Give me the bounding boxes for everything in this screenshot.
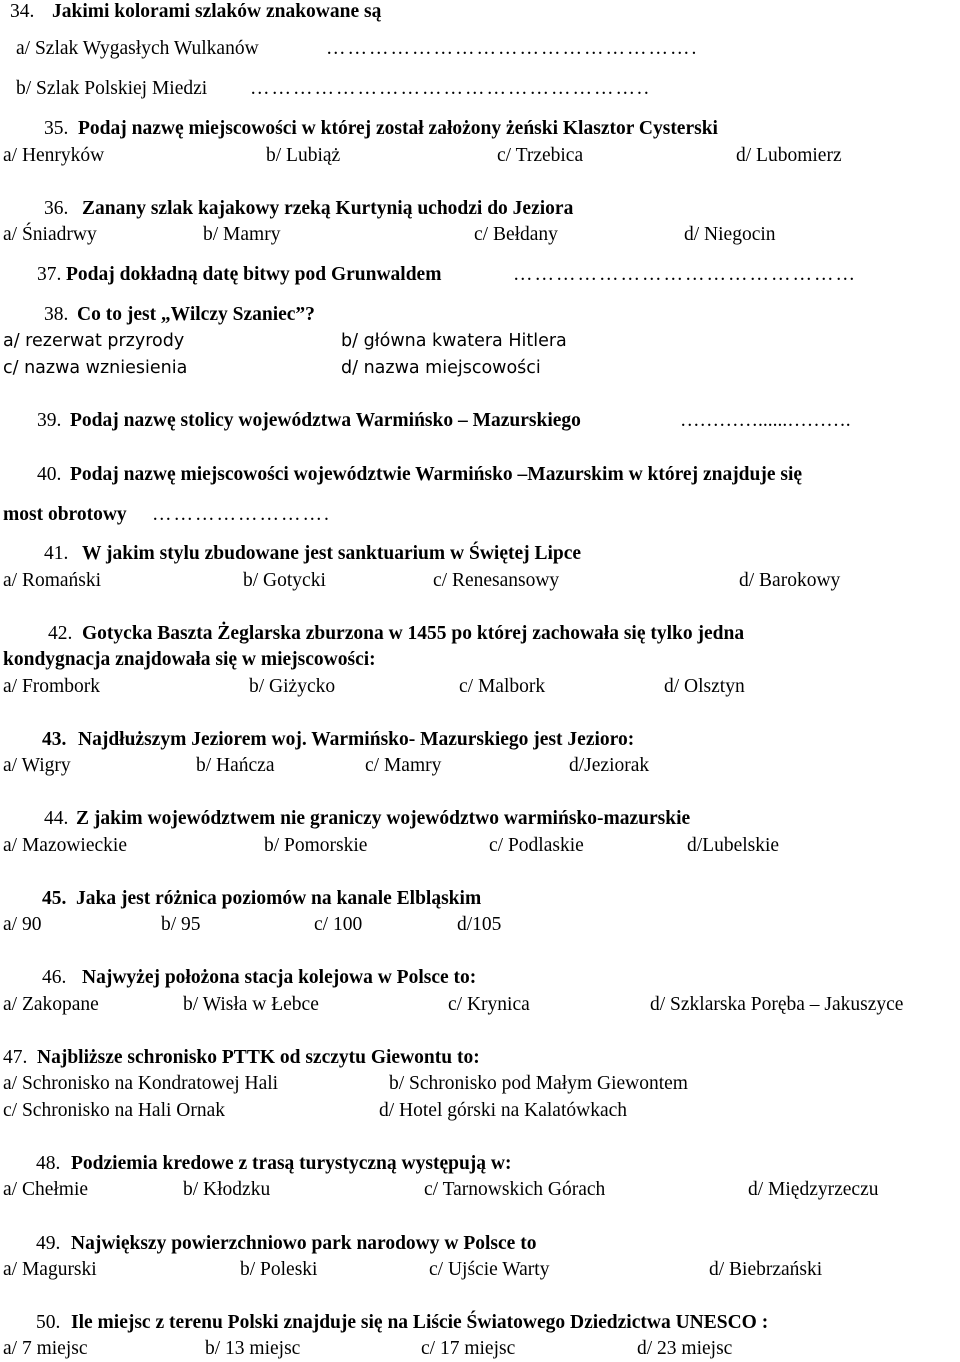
question-34 xyxy=(0,0,960,25)
question-number: 47. xyxy=(3,1047,28,1068)
option-a: a/ Szlak Wygasłych Wulkanów xyxy=(16,38,259,59)
question-text: Podaj nazwę miejscowości województwie Warmińsko –Mazurskim w której znajduje się xyxy=(70,464,803,485)
answer-blank: …………......………. xyxy=(680,410,851,431)
question-40 xyxy=(0,462,960,488)
option-d: d/ Międzyrzeczu xyxy=(748,1179,879,1200)
question-44 xyxy=(0,806,960,832)
option-a: a/ Chełmie xyxy=(3,1179,89,1200)
option-c: c/ Malbork xyxy=(459,676,546,697)
options-row xyxy=(0,1336,960,1362)
options-row xyxy=(0,753,960,779)
option-d: d/ Szklarska Poręba – Jakuszyce xyxy=(650,994,904,1015)
question-number: 39. xyxy=(37,410,62,431)
question-text: Podaj nazwę stolicy województwa Warmińsko – Mazurskiego xyxy=(70,410,581,431)
option-b: b/ Kłodzku xyxy=(183,1179,271,1200)
answer-blank: ……………………. xyxy=(152,504,331,525)
question-text: Jaka jest różnica poziomów na kanale Elbląskim xyxy=(76,888,482,909)
answer-line xyxy=(0,76,960,102)
question-42-cont xyxy=(0,647,960,673)
question-text: Z jakim województwem nie graniczy województwo warmińsko-mazurskie xyxy=(76,808,691,829)
question-41 xyxy=(0,541,960,567)
option-b: b/ Szlak Polskiej Miedzi xyxy=(16,78,208,99)
question-text: kondygnacja znajdowała się w miejscowości: xyxy=(3,649,376,670)
question-number: 36. xyxy=(44,198,69,219)
question-text: Najdłuższym Jeziorem woj. Warmińsko- Mazurskiego jest Jezioro: xyxy=(78,729,635,750)
option-b: b/ główna kwatera Hitlera xyxy=(341,331,567,351)
option-d: d/ Hotel górski na Kalatówkach xyxy=(379,1100,628,1121)
question-48 xyxy=(0,1151,960,1177)
options-row xyxy=(0,833,960,859)
question-text: Podziemia kredowe z trasą turystyczną występują w: xyxy=(71,1153,512,1174)
question-42 xyxy=(0,621,960,647)
question-47 xyxy=(0,1045,960,1071)
question-number: 46. xyxy=(42,967,67,988)
question-35 xyxy=(0,116,960,142)
question-text: Co to jest „Wilczy Szaniec”? xyxy=(77,304,315,325)
option-d: d/Lubelskie xyxy=(687,835,780,856)
question-text: Największy powierzchniowo park narodowy w Polsce to xyxy=(71,1233,537,1254)
option-d: d/ Barokowy xyxy=(739,570,841,591)
question-text: most obrotowy xyxy=(3,504,127,525)
question-text: Najwyżej położona stacja kolejowa w Polsce to: xyxy=(82,967,477,988)
option-d: d/ Olsztyn xyxy=(664,676,745,697)
options-row xyxy=(0,143,960,169)
question-40-cont xyxy=(0,502,960,528)
option-a: a/ Mazowieckie xyxy=(3,835,127,856)
option-b: b/ Lubiąż xyxy=(266,145,341,166)
option-c: c/ Krynica xyxy=(448,994,530,1015)
option-b: b/ Mamry xyxy=(203,224,281,245)
option-b: b/ Pomorskie xyxy=(264,835,368,856)
option-a: a/ 90 xyxy=(3,914,42,935)
question-number: 38. xyxy=(44,304,69,325)
answer-line xyxy=(0,36,960,62)
question-number: 37. xyxy=(37,264,62,285)
question-number: 35. xyxy=(44,118,69,139)
options-row xyxy=(0,222,960,248)
answer-blank: ……………………………………………….. xyxy=(250,78,651,99)
option-d: d/ Biebrzański xyxy=(709,1259,823,1280)
option-b: b/ 13 miejsc xyxy=(205,1338,301,1359)
question-43 xyxy=(0,727,960,753)
question-number: 40. xyxy=(37,464,62,485)
question-number: 41. xyxy=(44,543,69,564)
question-text: Zanany szlak kajakowy rzeką Kurtynią uchodzi do Jeziora xyxy=(82,198,574,219)
option-c: c/ 17 miejsc xyxy=(421,1338,516,1359)
question-number: 49. xyxy=(36,1233,61,1254)
options-row xyxy=(0,674,960,700)
option-a: a/ Śniadrwy xyxy=(3,224,97,245)
options-row xyxy=(0,328,960,354)
option-c: c/ 100 xyxy=(314,914,363,935)
option-d: d/ Niegocin xyxy=(684,224,776,245)
question-text: W jakim stylu zbudowane jest sanktuarium w Świętej Lipce xyxy=(82,543,582,564)
option-a: a/ 7 miejsc xyxy=(3,1338,88,1359)
question-text: Gotycka Baszta Żeglarska zburzona w 1455 po której zachowała się tylko jedna xyxy=(82,623,745,644)
question-text: Podaj nazwę miejscowości w której został założony żeński Klasztor Cysterski xyxy=(78,118,718,139)
options-row xyxy=(0,992,960,1018)
option-d: d/105 xyxy=(457,914,502,935)
options-row xyxy=(0,1177,960,1203)
question-number: 43. xyxy=(42,729,67,750)
option-b: b/ Gotycki xyxy=(243,570,326,591)
option-c: c/ Bełdany xyxy=(474,224,558,245)
options-row xyxy=(0,1098,960,1124)
answer-blank: ……………………………………………. xyxy=(326,38,699,59)
option-a: a/ Romański xyxy=(3,570,102,591)
option-b: b/ Poleski xyxy=(240,1259,318,1280)
options-row xyxy=(0,1257,960,1283)
options-row xyxy=(0,568,960,594)
option-b: b/ Giżycko xyxy=(249,676,336,697)
question-50 xyxy=(0,1310,960,1336)
option-a: a/ Schronisko na Kondratowej Hali xyxy=(3,1073,279,1094)
option-c: c/ Renesansowy xyxy=(433,570,560,591)
option-c: c/ Ujście Warty xyxy=(429,1259,550,1280)
option-d: d/ 23 miejsc xyxy=(637,1338,733,1359)
question-text: Najbliższe schronisko PTTK od szczytu Giewontu to: xyxy=(37,1047,480,1068)
option-d: d/ nazwa miejscowości xyxy=(341,358,541,378)
question-number: 44. xyxy=(44,808,69,829)
question-36 xyxy=(0,196,960,222)
option-c: c/ Podlaskie xyxy=(489,835,584,856)
option-d: d/Jeziorak xyxy=(569,755,650,776)
question-text: Jakimi kolorami szlaków znakowane są xyxy=(52,1,382,22)
options-row xyxy=(0,912,960,938)
question-number: 48. xyxy=(36,1153,61,1174)
option-d: d/ Lubomierz xyxy=(736,145,842,166)
options-row xyxy=(0,1071,960,1097)
option-a: a/ Wigry xyxy=(3,755,71,776)
option-c: c/ Schronisko na Hali Ornak xyxy=(3,1100,226,1121)
option-c: c/ Tarnowskich Górach xyxy=(424,1179,606,1200)
question-46 xyxy=(0,965,960,991)
answer-blank: ………………………………………… xyxy=(513,264,857,285)
option-b: b/ Schronisko pod Małym Giewontem xyxy=(389,1073,688,1094)
question-number: 50. xyxy=(36,1312,61,1333)
option-c: c/ Mamry xyxy=(365,755,442,776)
question-text: Podaj dokładną datę bitwy pod Grunwaldem xyxy=(66,264,442,285)
option-a: a/ Henryków xyxy=(3,145,105,166)
option-b: b/ 95 xyxy=(161,914,201,935)
question-49 xyxy=(0,1231,960,1257)
question-37 xyxy=(0,262,960,288)
question-38 xyxy=(0,302,960,328)
option-b: b/ Hańcza xyxy=(196,755,275,776)
question-39 xyxy=(0,408,960,434)
question-45 xyxy=(0,886,960,912)
option-a: a/ rezerwat przyrody xyxy=(3,331,185,351)
question-number: 45. xyxy=(42,888,67,909)
option-a: a/ Frombork xyxy=(3,676,100,697)
question-number: 34. xyxy=(10,1,35,22)
option-b: b/ Wisła w Łebce xyxy=(183,994,319,1015)
option-a: a/ Magurski xyxy=(3,1259,97,1280)
option-c: c/ Trzebica xyxy=(497,145,584,166)
option-c: c/ nazwa wzniesienia xyxy=(3,358,188,378)
option-a: a/ Zakopane xyxy=(3,994,99,1015)
question-text: Ile miejsc z terenu Polski znajduje się na Liście Światowego Dziedzictwa UNESCO : xyxy=(71,1312,769,1333)
question-number: 42. xyxy=(48,623,73,644)
options-row xyxy=(0,355,960,381)
